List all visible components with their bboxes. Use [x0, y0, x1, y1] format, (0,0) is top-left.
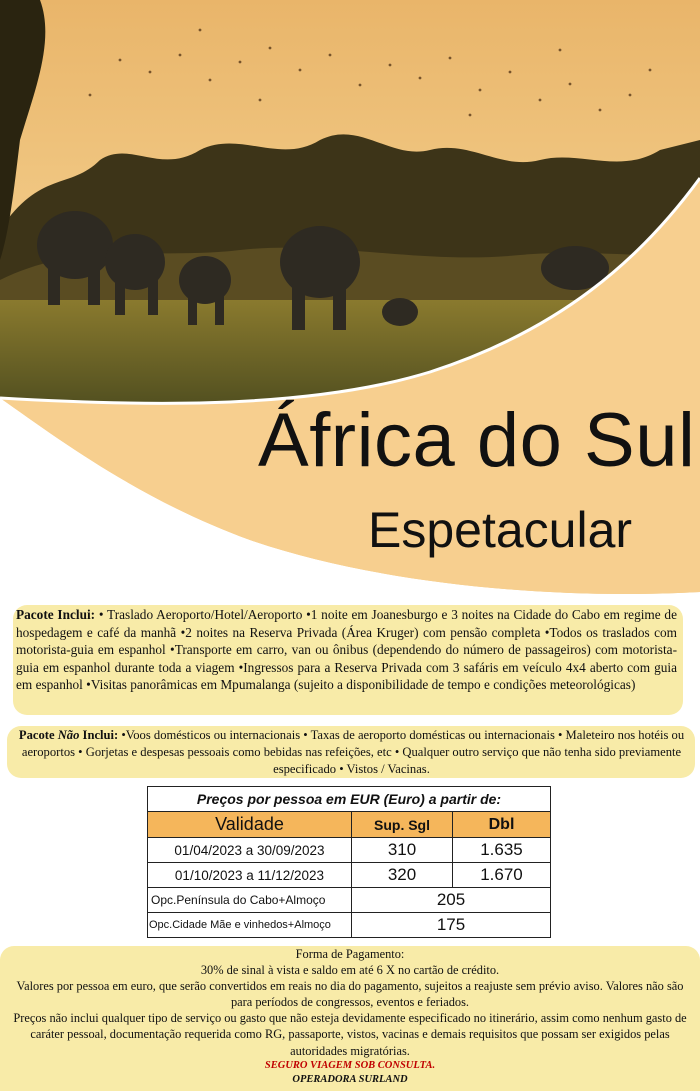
package-excludes-text: •Voos domésticos ou internacionais • Taxas de aeroporto domésticas ou internacionais • Maleteiro nos hotéis ou aeroportos • Gorjetas e despesas pessoais como bebidas nas refeições, etc • Qualquer outro serviço que não tenha sido previamente especificado • Vistos / Vacinas. — [21, 728, 685, 776]
page-subtitle: Espetacular — [368, 502, 633, 558]
payment-title: Forma de Pagamento: — [295, 947, 405, 961]
option-name: Opc.Cidade Mãe e vinhedos+Almoço — [148, 913, 352, 938]
header-validade: Validade — [148, 812, 352, 838]
package-includes-text: • Traslado Aeroporto/Hotel/Aeroporto •1 noite em Joanesburgo e 3 noites na Cidade do Cabo em regime de hospedagem e café da manhã •2 noites na Reserva Privada (Área Kruger) com pensão completa •Todos os traslados com motorista-guia em espanhol •Transporte em carro, van ou ônibus (dependendo do número de passageiros) com motorista-guia em espanhol durante toda a viagem •Ingressos para a Reserva Privada com 3 safáris em veículo 4x4 aberto com guia em espanhol •Visitas panorâmicas em Mpumalanga (sujeito a disponibilidade de tempo e condições meteorológicas) — [16, 607, 677, 693]
header-dbl: Dbl — [453, 812, 551, 838]
payment-line: 30% de sinal à vista e saldo em até 6 X no cartão de crédito. — [200, 963, 500, 978]
table-row — [148, 838, 551, 863]
validade-cell: 01/10/2023 a 11/12/2023 — [148, 863, 352, 888]
package-includes-label: Pacote Inclui: — [16, 607, 96, 622]
dbl-cell: 1.670 — [453, 863, 551, 888]
option-price: 205 — [352, 888, 551, 913]
label-part: Inclui: — [79, 728, 119, 742]
table-row — [148, 863, 551, 888]
price-table-caption: Preços por pessoa em EUR (Euro) a partir de: — [148, 787, 551, 812]
price-table — [147, 786, 551, 938]
label-emphasis: Não — [57, 728, 80, 742]
dbl-cell: 1.635 — [453, 838, 551, 863]
option-price: 175 — [352, 913, 551, 938]
travel-insurance-note: SEGURO VIAGEM SOB CONSULTA. — [264, 1059, 436, 1071]
page-title: África do Sul — [258, 398, 696, 483]
option-row — [148, 888, 551, 913]
sgl-cell: 320 — [352, 863, 453, 888]
package-includes-box — [13, 605, 683, 715]
package-excludes-label — [19, 728, 118, 742]
header-sup-sgl: Sup. Sgl — [352, 812, 453, 838]
payment-info-box — [0, 946, 700, 1091]
label-part: Pacote — [18, 728, 58, 742]
sgl-cell: 310 — [352, 838, 453, 863]
payment-line: Valores por pessoa em euro, que serão convertidos em reais no dia do pagamento, sujeitos a reajuste sem prévio aviso. Valores não são para períodos de congressos, eventos e feriados. — [16, 979, 684, 1010]
option-row — [148, 913, 551, 938]
option-name: Opc.Península do Cabo+Almoço — [148, 888, 352, 913]
payment-line: Preços não inclui qualquer tipo de serviço ou gasto que não esteja devidamente especificado no itinerário, assim como nenhum gasto de caráter pessoal, documentação requerida como RG, passaporte, vistos, vacinas e demais requisitos que possam ser exigidos pelas autoridades migratórias. — [13, 1011, 687, 1058]
operator-name: OPERADORA SURLAND — [292, 1073, 408, 1085]
validade-cell: 01/04/2023 a 30/09/2023 — [148, 838, 352, 863]
package-excludes-box — [7, 726, 695, 778]
